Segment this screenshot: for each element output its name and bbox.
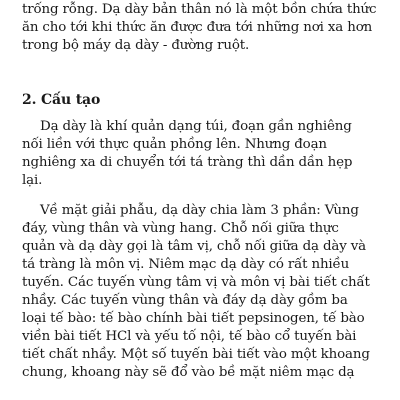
text-line: chung, khoang này sẽ đổ vào bề mặt niêm mạc dạ (22, 365, 355, 380)
text-line: nối liền với thực quản phồng lên. Nhưng đoạn (22, 137, 327, 152)
text-line: trống rỗng. Dạ dày bản thân nó là một bồn chứa thức (22, 2, 377, 17)
text-line: tá tràng là môn vị. Niêm mạc dạ dày có rất nhiều (22, 257, 350, 272)
text-line: trong bộ máy dạ dày - đường ruột. (22, 38, 250, 53)
text-line: viền bài tiết HCl và yếu tố nội, tế bào cổ tuyến bài (22, 329, 357, 344)
section-heading: 2. Cấu tạo (22, 92, 101, 108)
text-line: Dạ dày là khí quản dạng túi, đoạn gần nghiêng (40, 119, 352, 134)
text-line: lại. (22, 173, 43, 188)
text-line: ăn cho tới khi thức ăn được đưa tới những nơi xa hơn (22, 20, 373, 35)
text-line: quản và dạ dày gọi là tâm vị, chỗ nối giữa dạ dày và (22, 239, 367, 254)
text-line: đáy, vùng thân và vùng hang. Chỗ nối giữa thực (22, 221, 339, 236)
text-line: tiết chất nhầy. Một số tuyến bài tiết vào một khoang (22, 347, 370, 362)
text-line: loại tế bào: tế bào chính bài tiết pepsinogen, tế bào (22, 311, 365, 326)
text-line: Về mặt giải phẫu, dạ dày chia làm 3 phần: Vùng (40, 203, 359, 218)
text-line: tuyến. Các tuyến vùng tâm vị và môn vị bài tiết chất (22, 275, 370, 290)
text-line: nghiêng xa di chuyển tới tá tràng thì dần dần hẹp (22, 155, 353, 170)
text-line: nhầy. Các tuyến vùng thân và đáy dạ dày gồm ba (22, 293, 348, 308)
